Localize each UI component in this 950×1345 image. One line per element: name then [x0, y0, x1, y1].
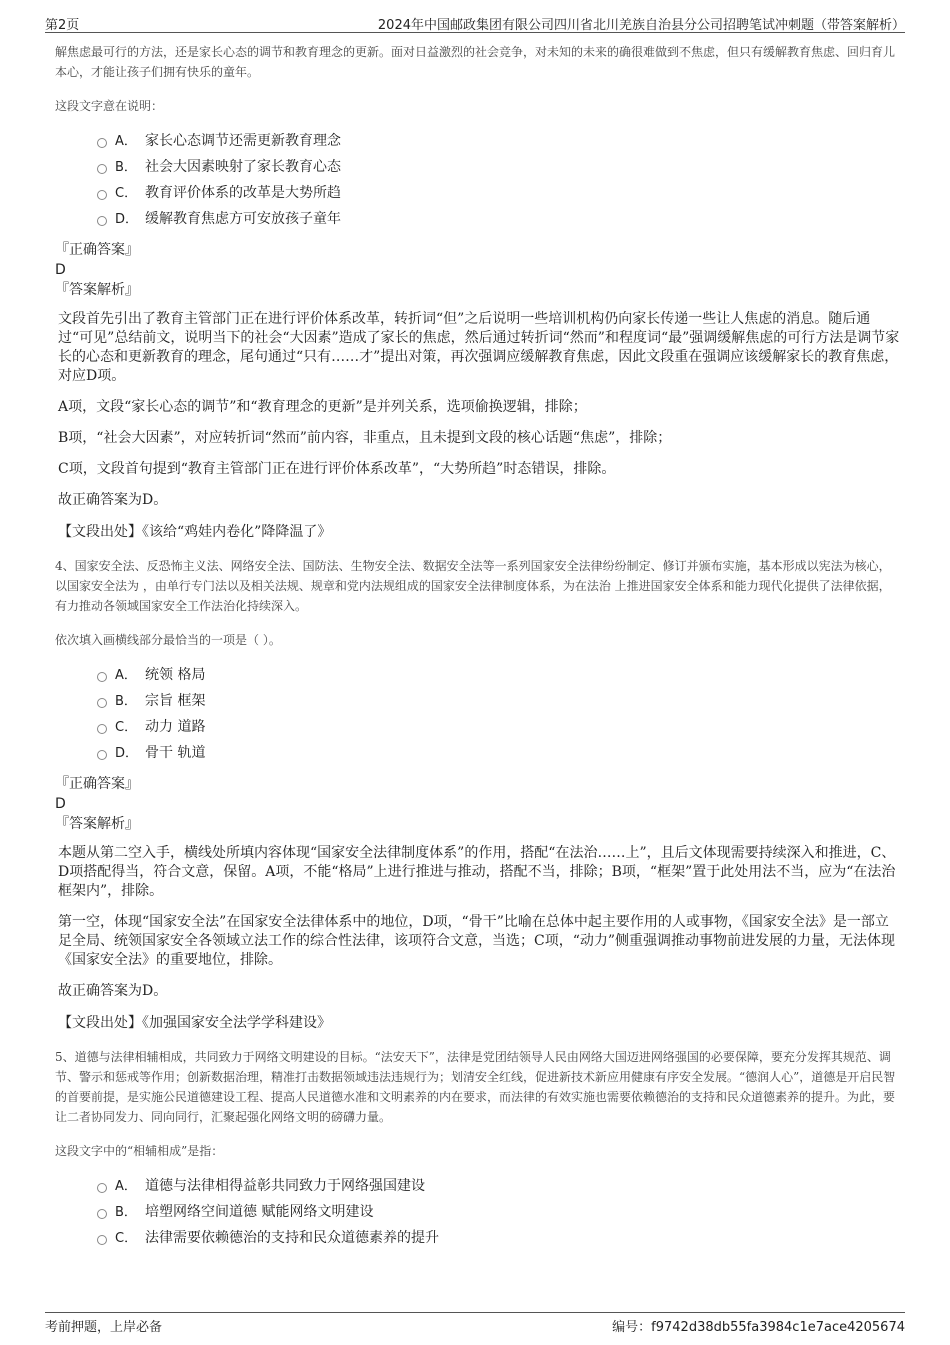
radio-icon[interactable]	[97, 698, 107, 708]
q5-passage: 5、道德与法律相辅相成，共同致力于网络文明建设的目标。“法安天下”，法律是党团结领导人民由网络大国迈进网络强国的必要保障，要充分发挥其规范、调节、警示和惩戒等作用；创新数据治理，精准打击数据领域违法违规行为；划清安全红线，促进新技术新应用健康有序安全发展。“德润人心”，道德是开启民智的首要前提，是实施公民道德建设工程、提高人民道德水准和文明素养的内在要求，而法律的有效实施也需要依赖德治的支持和民众道德素养的提升。为此，要让二者协同发力、同向同行，汇聚起强化网络文明的磅礴力量。	[55, 1050, 896, 1124]
q3-analysis-c: C项，文段首句提到“教育主管部门正在进行评价体系改革”，“大势所趋”时态错误，排除。	[58, 461, 616, 477]
q5-option-b[interactable]: B． 培塑网络空间道德 赋能网络文明建设	[97, 1199, 900, 1225]
radio-icon[interactable]	[97, 1183, 107, 1193]
page-header	[45, 10, 905, 33]
radio-icon[interactable]	[97, 672, 107, 682]
q5-stem: 这段文字中的“相辅相成”是指：	[55, 1144, 224, 1158]
q3-analysis-conclusion: 故正确答案为D。	[58, 492, 168, 508]
q3-option-c[interactable]: C． 教育评价体系的改革是大势所趋	[97, 180, 900, 206]
q3-option-d[interactable]: D． 缓解教育焦虑方可安放孩子童年	[97, 206, 900, 232]
q4-option-b[interactable]: B． 宗旨 框架	[97, 688, 900, 714]
radio-icon[interactable]	[97, 724, 107, 734]
q3-option-b[interactable]: B． 社会大因素映射了家长教育心态	[97, 154, 900, 180]
q4-option-c[interactable]: C． 动力 道路	[97, 714, 900, 740]
q3-answer: D	[55, 262, 66, 278]
q3-answer-label: 『正确答案』	[55, 242, 139, 258]
q4-answer-label: 『正确答案』	[55, 776, 139, 792]
q4-analysis-label: 『答案解析』	[55, 816, 139, 832]
q4-stem: 依次填入画横线部分最恰当的一项是（ ）。	[55, 633, 281, 647]
q4-analysis-second-blank: 本题从第二空入手，横线处所填内容体现“国家安全法律制度体系”的作用，搭配“在法治……上”，且后文体现需要持续深入和推进，C、D项搭配得当，符合文意，保留。A项，不能“格局”上进行推进与推动，搭配不当，排除；B项，“框架”置于此处用法不当，应为“在法治框架内”，排除。	[58, 845, 896, 899]
q4-source: 【文段出处】《加强国家安全法学学科建设》	[58, 1015, 331, 1031]
radio-icon[interactable]	[97, 190, 107, 200]
q3-analysis-label: 『答案解析』	[55, 282, 139, 298]
footer-slogan: 考前押题，上岸必备	[45, 1320, 163, 1335]
radio-icon[interactable]	[97, 1235, 107, 1245]
q5-options	[97, 1173, 900, 1251]
radio-icon[interactable]	[97, 216, 107, 226]
page-number: 第2页	[45, 18, 80, 33]
page-footer	[45, 1312, 905, 1335]
question-3	[55, 42, 900, 542]
q4-options	[97, 662, 900, 766]
q4-passage: 4、国家安全法、反恐怖主义法、网络安全法、国防法、生物安全法、数据安全法等一系列国家安全法律纷纷制定、修订并颁布实施，基本形成以宪法为核心，以国家安全法为 ，由单行专门法以及相关法规、规章和党内法规组成的国家安全法律制度体系，为在法治 上推进国家安全体系和能力现代化提供了法律依据，有力推动各领域国家安全工作法治化持续深入。	[55, 559, 891, 613]
radio-icon[interactable]	[97, 164, 107, 174]
q4-option-d[interactable]: D． 骨干 轨道	[97, 740, 900, 766]
q4-option-a[interactable]: A． 统领 格局	[97, 662, 900, 688]
page-content	[55, 42, 900, 1259]
q3-option-a[interactable]: A． 家长心态调节还需更新教育理念	[97, 128, 900, 154]
q4-analysis-conclusion: 故正确答案为D。	[58, 983, 168, 999]
radio-icon[interactable]	[97, 750, 107, 760]
q3-options	[97, 128, 900, 232]
document-code: 编号：f9742d38db55fa3984c1e7ace4205674	[612, 1320, 905, 1335]
document-title: 2024年中国邮政集团有限公司四川省北川羌族自治县分公司招聘笔试冲刺题（带答案解析）	[377, 18, 905, 33]
question-4	[55, 556, 900, 1033]
q5-option-a[interactable]: A． 道德与法律相得益彰共同致力于网络强国建设	[97, 1173, 900, 1199]
question-5	[55, 1047, 900, 1251]
q4-analysis-first-blank: 第一空，体现“国家安全法”在国家安全法律体系中的地位，D项，“骨干”比喻在总体中起主要作用的人或事物，《国家安全法》是一部立足全局、统领国家安全各领域立法工作的综合性法律，该项符合文意，当选；C项，“动力”侧重强调推动事物前进发展的力量，无法体现《国家安全法》的重要地位，排除。	[58, 914, 896, 968]
q4-answer: D	[55, 796, 66, 812]
radio-icon[interactable]	[97, 138, 107, 148]
q3-analysis-b: B项，“社会大因素”，对应转折词“然而”前内容，非重点，且未提到文段的核心话题“焦虑”，排除；	[58, 430, 672, 446]
q3-passage: 解焦虑最可行的方法，还是家长心态的调节和教育理念的更新。面对日益激烈的社会竞争，对未知的未来的确很难做到不焦虑，但只有缓解教育焦虑、回归育儿本心，才能让孩子们拥有快乐的童年。	[55, 45, 896, 79]
q3-analysis-main: 文段首先引出了教育主管部门正在进行评价体系改革，转折词“但”之后说明一些培训机构仍向家长传递一些让人焦虑的消息。随后通过“可见”总结前文，说明当下的社会“大因素”造成了家长的焦虑，然后通过转折词“然而”和程度词“最”强调缓解焦虑的可行方法是调节家长的心态和更新教育的理念，尾句通过“只有……才”提出对策，再次强调应缓解教育焦虑，因此文段重在强调应该缓解家长的教育焦虑，对应D项。	[58, 311, 900, 384]
q5-option-c[interactable]: C． 法律需要依赖德治的支持和民众道德素养的提升	[97, 1225, 900, 1251]
q3-analysis-a: A项，文段“家长心态的调节”和“教育理念的更新”是并列关系，选项偷换逻辑，排除；	[58, 399, 587, 415]
q3-stem: 这段文字意在说明：	[55, 99, 164, 113]
radio-icon[interactable]	[97, 1209, 107, 1219]
q3-source: 【文段出处】《该给“鸡娃内卷化”降降温了》	[58, 524, 332, 540]
